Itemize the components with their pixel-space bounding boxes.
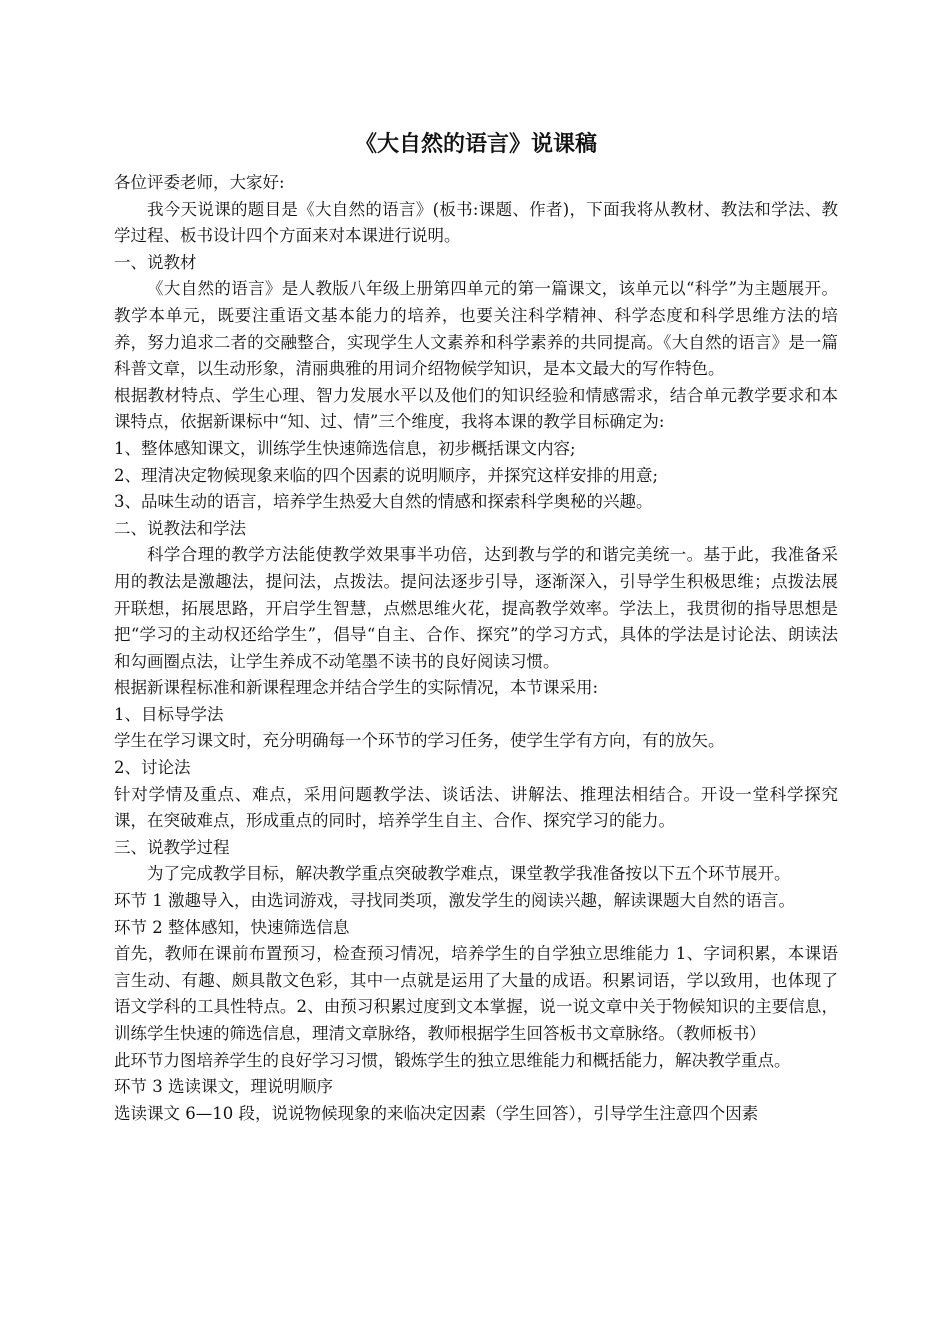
paragraph: 三、说教学过程 <box>114 837 230 857</box>
paragraph: 首先，教师在课前布置预习，检查预习情况，培养学生的自学独立思维能力 1、字词积累，本课语言生动、有趣、颇具散文色彩，其中一点就是运用了大量的成语。积累词语，学以致用，也体现了语文学科的工具性特点。2、由预习积累过度到文本掌握，说一说文章中关于物候知识的主要信息，训练学生快速的筛选信息，理清文章脉络，教师根据学生回答板书文章脉络。（教师板书） <box>114 944 838 1043</box>
paragraph: 3、品味生动的语言，培养学生热爱大自然的情感和探索科学奥秘的兴趣。 <box>114 492 653 512</box>
paragraph: 学生在学习课文时，充分明确每一个环节的学习任务，使学生学有方向，有的放矢。 <box>114 731 725 751</box>
paragraph: 针对学情及重点、难点，采用问题教学法、谈话法、讲解法、推理法相结合。开设一堂科学探究课，在突破难点，形成重点的同时，培养学生自主、合作、探究学习的能力。 <box>114 784 838 831</box>
paragraph: 根据新课程标准和新课程理念并结合学生的实际情况，本节课采用: <box>114 678 599 698</box>
document-body <box>114 170 838 1127</box>
document-title: 《大自然的语言》说课稿 <box>354 132 597 157</box>
paragraph: 环节 1 激趣导入，由选词游戏，寻找同类项，激发学生的阅读兴趣，解读课题大自然的语言。 <box>114 891 795 911</box>
paragraph: 环节 2 整体感知，快速筛选信息 <box>114 917 350 937</box>
paragraph: 一、说教材 <box>114 252 197 272</box>
paragraph: 根据教材特点、学生心理、智力发展水平以及他们的知识经验和情感需求，结合单元教学要求和本课特点，依据新课标中“知、过、情”三个维度，我将本课的教学目标确定为: <box>114 385 838 432</box>
paragraph: 1、目标导学法 <box>114 704 224 724</box>
paragraph: 科学合理的教学方法能使教学效果事半功倍，达到教与学的和谐完美统一。基于此，我准备采用的教法是激趣法，提问法，点拨法。提问法逐步引导，逐渐深入，引导学生积极思维；点拨法展开联想，拓展思路，开启学生智慧，点燃思维火花，提高教学效率。学法上，我贯彻的指导思想是把“学习的主动权还给学生”，倡导“自主、合作、探究”的学习方式，具体的学法是讨论法、朗读法和勾画圈点法，让学生养成不动笔墨不读书的良好阅读习惯。 <box>114 545 838 671</box>
paragraph: 为了完成教学目标，解决教学重点突破教学难点，课堂教学我准备按以下五个环节展开。 <box>147 864 791 884</box>
paragraph: 二、说教法和学法 <box>114 518 246 538</box>
paragraph: 环节 3 选读课文，理说明顺序 <box>114 1077 333 1097</box>
paragraph: 各位评委老师，大家好: <box>114 173 285 192</box>
paragraph: 我今天说课的题目是《大自然的语言》(板书:课题、作者)，下面我将从教材、教法和学法、教学过程、板书设计四个方面来对本课进行说明。 <box>114 199 838 246</box>
paragraph: 1、整体感知课文，训练学生快速筛选信息，初步概括课文内容; <box>114 438 576 458</box>
paragraph: 2、理清决定物候现象来临的四个因素的说明顺序，并探究这样安排的用意; <box>114 465 659 485</box>
paragraph: 《大自然的语言》是人教版八年级上册第四单元的第一篇课文，该单元以“科学”为主题展开。教学本单元，既要注重语文基本能力的培养，也要关注科学精神、科学态度和科学思维方法的培养，努力追求二者的交融整合，实现学生人文素养和科学素养的共同提高。《大自然的语言》是一篇科普文章，以生动形象，清丽典雅的用词介绍物候学知识，是本文最大的写作特色。 <box>114 279 838 379</box>
paragraph: 选读课文 6—10 段，说说物候现象的来临决定因素（学生回答），引导学生注意四个因素 <box>114 1103 759 1123</box>
paragraph: 2、讨论法 <box>114 758 191 778</box>
paragraph: 此环节力图培养学生的良好学习习惯，锻炼学生的独立思维能力和概括能力，解决教学重点。 <box>114 1050 791 1070</box>
document-page <box>114 128 838 1127</box>
